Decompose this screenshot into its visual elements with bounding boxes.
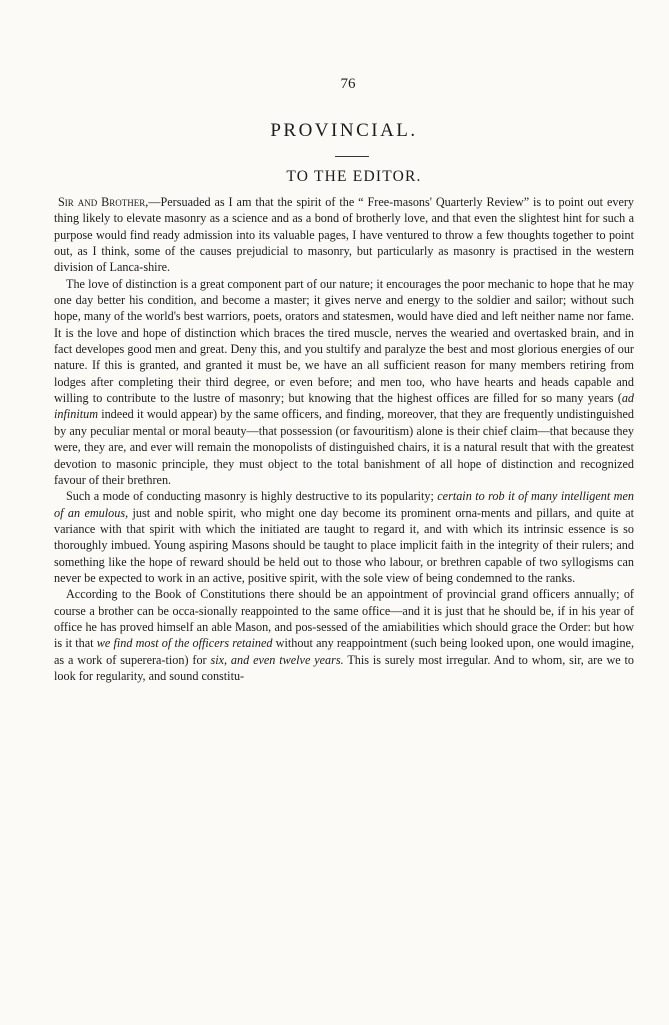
paragraph — [54, 276, 634, 488]
text-segment: indeed it would appear) by the same officers, and finding, moreover, that they are frequently undistinguished by any peculiar mental or moral beauty—that possession (or favouritism) alone is their chief claim—that because they were, they are, and ever will remain the monopolists of distinguished chairs, it is a natural result that with the greatest devotion to masonic principle, they must object to the total banishment of all hope of distinction and recognized favour of their brethren. — [54, 407, 634, 487]
text-segment: without any reappointment (such being looked upon, one would imagine, as a work of superera-tion) for — [54, 636, 634, 667]
text-segment: —Persuaded as I am that the spirit of the “ Free-masons' Quarterly Review” is to point out every thing likely to elevate masonry as a science and as a bond of brotherly love, and that even the slightest hint for such a purpose would find ready admission into its valuable pages, I have ventured to throw a few thoughts together to point out, as I think, some of the causes prejudicial to masonry, but particularly as masonry is practised in the western division of Lanca-shire. — [54, 195, 635, 275]
italic-segment: certain to rob it of many intelligent men of an emulous, — [54, 489, 634, 520]
letter-heading: TO THE EDITOR. — [286, 168, 422, 185]
text-segment: According to the Book of Constitutions there should be an appointment of provincial grand officers annually; of course a brother can be occa-sionally reappointed to the same office—and it is just that he should be, if in his year of office he has proved himself an able Mason, and pos-sessed of the amiabilities which should grace the Order: but how is it that — [54, 587, 634, 651]
text-segment: This is surely most irregular. And to whom, sir, are we to look for regularity, and sound constitu- — [54, 652, 634, 683]
text-segment: Such a mode of conducting masonry is highly destructive to its popularity; — [66, 489, 438, 504]
paragraph — [54, 488, 634, 586]
text-segment: The love of distinction is a great component part of our nature; it encourages the poor mechanic to hope that he may one day better his condition, and become a master; it gives nerve and energy to the soldier and sailor; without such hope, many of the world's best warriors, poets, orators and statesmen, would have died and left neither name nor fame. It is the love and hope of distinction which braces the tired muscle, nerves the wearied and overtasked brain, and in fact developes good men and great. Deny this, and you stultify and paralyze the best and most glorious energies of our nature. If this is granted, and granted it must be, we have an all sufficient reason for many members retiring from lodges after completing their third degree, or even before; and men too, who have hearts and heads capable and willing to contribute to the lustre of masonry; but knowing that the highest offices are filled for so many years ( — [54, 276, 634, 406]
paragraph — [54, 586, 634, 684]
title-divider — [335, 156, 369, 157]
section-title: PROVINCIAL. — [270, 120, 418, 141]
paragraph — [54, 194, 634, 276]
italic-segment: six, and even twelve years. — [210, 652, 344, 667]
italic-segment: ad infinitum — [54, 391, 634, 422]
text-segment: just and noble spirit, who might one day become its prominent orna-ments and pillars, and quite at variance with that spirit with which the initiated are taught to regard it, and with which its intrinsic essence is so thoroughly imbued. Young aspiring Masons should be taught to place implicit faith in the integrity of their rulers; and something like the hope of reward should be held out to those who labour, or brethren capable of two syllogisms can never be expected to work in an active, positive spirit, with the sole view of being condemned to the ranks. — [54, 505, 634, 585]
letter-body — [54, 194, 634, 684]
italic-segment: we find most of the officers retained — [96, 636, 273, 651]
salutation: Sir and Brother, — [58, 195, 149, 209]
page-number: 76 — [340, 76, 356, 92]
